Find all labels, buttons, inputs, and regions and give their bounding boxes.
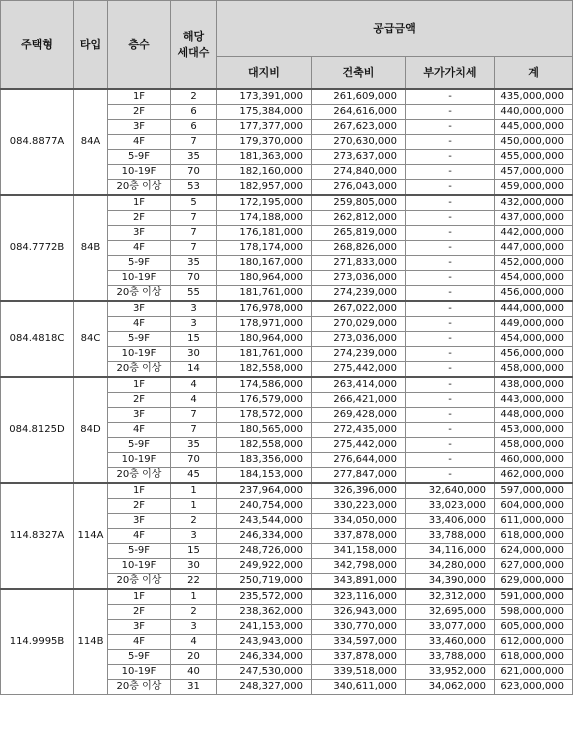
vat-cell: -	[406, 150, 495, 165]
type-cell: 84C	[74, 301, 108, 377]
vat-cell: 33,952,000	[406, 665, 495, 680]
total-price-cell: 624,000,000	[495, 544, 573, 559]
land-price-cell: 178,174,000	[217, 241, 312, 256]
land-price-cell: 174,586,000	[217, 377, 312, 393]
land-price-cell: 237,964,000	[217, 483, 312, 499]
units-cell: 7	[171, 135, 217, 150]
floor-cell: 3F	[108, 514, 171, 529]
building-price-cell: 277,847,000	[312, 468, 406, 484]
floor-cell: 5-9F	[108, 650, 171, 665]
type-cell: 114B	[74, 589, 108, 695]
vat-cell: -	[406, 135, 495, 150]
total-price-cell: 460,000,000	[495, 453, 573, 468]
units-cell: 1	[171, 499, 217, 514]
vat-cell: 33,406,000	[406, 514, 495, 529]
units-cell: 40	[171, 665, 217, 680]
vat-cell: -	[406, 438, 495, 453]
floor-cell: 5-9F	[108, 332, 171, 347]
vat-cell: 33,460,000	[406, 635, 495, 650]
type-cell: 114A	[74, 483, 108, 589]
floor-cell: 1F	[108, 483, 171, 499]
land-price-cell: 173,391,000	[217, 89, 312, 105]
total-price-cell: 623,000,000	[495, 680, 573, 695]
building-price-cell: 326,943,000	[312, 605, 406, 620]
header-housing-type: 주택형	[1, 1, 74, 90]
floor-cell: 3F	[108, 226, 171, 241]
total-price-cell: 454,000,000	[495, 332, 573, 347]
units-cell: 6	[171, 120, 217, 135]
building-price-cell: 342,798,000	[312, 559, 406, 574]
total-price-cell: 444,000,000	[495, 301, 573, 317]
floor-cell: 1F	[108, 89, 171, 105]
building-price-cell: 341,158,000	[312, 544, 406, 559]
vat-cell: 34,116,000	[406, 544, 495, 559]
type-cell: 84B	[74, 195, 108, 301]
total-price-cell: 449,000,000	[495, 317, 573, 332]
units-cell: 15	[171, 544, 217, 559]
floor-cell: 10-19F	[108, 453, 171, 468]
land-price-cell: 247,530,000	[217, 665, 312, 680]
vat-cell: -	[406, 393, 495, 408]
vat-cell: -	[406, 362, 495, 378]
vat-cell: -	[406, 347, 495, 362]
total-price-cell: 611,000,000	[495, 514, 573, 529]
header-supply-price: 공급금액	[217, 1, 573, 57]
floor-cell: 4F	[108, 241, 171, 256]
vat-cell: 33,788,000	[406, 529, 495, 544]
floor-cell: 3F	[108, 408, 171, 423]
land-price-cell: 246,334,000	[217, 650, 312, 665]
land-price-cell: 182,558,000	[217, 362, 312, 378]
housing-type-cell: 114.8327A	[1, 483, 74, 589]
floor-cell: 2F	[108, 393, 171, 408]
land-price-cell: 180,167,000	[217, 256, 312, 271]
header-units: 해당 세대수	[171, 1, 217, 90]
land-price-cell: 178,572,000	[217, 408, 312, 423]
total-price-cell: 435,000,000	[495, 89, 573, 105]
total-price-cell: 432,000,000	[495, 195, 573, 211]
floor-cell: 1F	[108, 195, 171, 211]
floor-cell: 2F	[108, 605, 171, 620]
total-price-cell: 462,000,000	[495, 468, 573, 484]
floor-cell: 2F	[108, 105, 171, 120]
building-price-cell: 262,812,000	[312, 211, 406, 226]
land-price-cell: 238,362,000	[217, 605, 312, 620]
building-price-cell: 274,840,000	[312, 165, 406, 180]
floor-cell: 1F	[108, 377, 171, 393]
floor-cell: 2F	[108, 499, 171, 514]
floor-cell: 5-9F	[108, 150, 171, 165]
units-cell: 45	[171, 468, 217, 484]
units-cell: 30	[171, 559, 217, 574]
vat-cell: -	[406, 89, 495, 105]
floor-cell: 10-19F	[108, 347, 171, 362]
total-price-cell: 456,000,000	[495, 347, 573, 362]
housing-type-cell: 084.4818C	[1, 301, 74, 377]
land-price-cell: 248,726,000	[217, 544, 312, 559]
units-cell: 70	[171, 165, 217, 180]
total-price-cell: 618,000,000	[495, 650, 573, 665]
land-price-cell: 175,384,000	[217, 105, 312, 120]
land-price-cell: 249,922,000	[217, 559, 312, 574]
land-price-cell: 241,153,000	[217, 620, 312, 635]
vat-cell: 34,390,000	[406, 574, 495, 590]
land-price-cell: 176,579,000	[217, 393, 312, 408]
building-price-cell: 276,043,000	[312, 180, 406, 196]
building-price-cell: 267,623,000	[312, 120, 406, 135]
vat-cell: -	[406, 408, 495, 423]
land-price-cell: 177,377,000	[217, 120, 312, 135]
building-price-cell: 330,223,000	[312, 499, 406, 514]
land-price-cell: 176,181,000	[217, 226, 312, 241]
units-cell: 35	[171, 150, 217, 165]
units-cell: 22	[171, 574, 217, 590]
vat-cell: 33,077,000	[406, 620, 495, 635]
building-price-cell: 330,770,000	[312, 620, 406, 635]
building-price-cell: 334,597,000	[312, 635, 406, 650]
total-price-cell: 621,000,000	[495, 665, 573, 680]
total-price-cell: 597,000,000	[495, 483, 573, 499]
vat-cell: 33,788,000	[406, 650, 495, 665]
land-price-cell: 181,761,000	[217, 347, 312, 362]
table-row	[1, 483, 573, 499]
floor-cell: 4F	[108, 635, 171, 650]
vat-cell: 33,023,000	[406, 499, 495, 514]
units-cell: 7	[171, 211, 217, 226]
land-price-cell: 250,719,000	[217, 574, 312, 590]
vat-cell: -	[406, 241, 495, 256]
vat-cell: -	[406, 180, 495, 196]
building-price-cell: 275,442,000	[312, 438, 406, 453]
building-price-cell: 269,428,000	[312, 408, 406, 423]
floor-cell: 2F	[108, 211, 171, 226]
units-cell: 6	[171, 105, 217, 120]
units-cell: 3	[171, 620, 217, 635]
building-price-cell: 270,029,000	[312, 317, 406, 332]
header-vat: 부가가치세	[406, 57, 495, 90]
units-cell: 5	[171, 195, 217, 211]
units-cell: 53	[171, 180, 217, 196]
land-price-cell: 184,153,000	[217, 468, 312, 484]
header-land: 대지비	[217, 57, 312, 90]
vat-cell: 32,640,000	[406, 483, 495, 499]
building-price-cell: 323,116,000	[312, 589, 406, 605]
housing-type-cell: 084.8125D	[1, 377, 74, 483]
land-price-cell: 179,370,000	[217, 135, 312, 150]
floor-cell: 3F	[108, 620, 171, 635]
land-price-cell: 172,195,000	[217, 195, 312, 211]
table-row	[1, 195, 573, 211]
total-price-cell: 629,000,000	[495, 574, 573, 590]
land-price-cell: 176,978,000	[217, 301, 312, 317]
building-price-cell: 263,414,000	[312, 377, 406, 393]
units-cell: 7	[171, 226, 217, 241]
building-price-cell: 259,805,000	[312, 195, 406, 211]
building-price-cell: 343,891,000	[312, 574, 406, 590]
vat-cell: -	[406, 453, 495, 468]
floor-cell: 4F	[108, 135, 171, 150]
total-price-cell: 438,000,000	[495, 377, 573, 393]
land-price-cell: 182,558,000	[217, 438, 312, 453]
building-price-cell: 273,036,000	[312, 271, 406, 286]
floor-cell: 1F	[108, 589, 171, 605]
header-type: 타입	[74, 1, 108, 90]
units-cell: 55	[171, 286, 217, 302]
housing-type-cell: 114.9995B	[1, 589, 74, 695]
floor-cell: 20층 이상	[108, 362, 171, 378]
building-price-cell: 273,036,000	[312, 332, 406, 347]
total-price-cell: 443,000,000	[495, 393, 573, 408]
floor-cell: 20층 이상	[108, 180, 171, 196]
vat-cell: -	[406, 195, 495, 211]
header-floor: 층수	[108, 1, 171, 90]
land-price-cell: 243,544,000	[217, 514, 312, 529]
floor-cell: 20층 이상	[108, 680, 171, 695]
building-price-cell: 334,050,000	[312, 514, 406, 529]
units-cell: 4	[171, 393, 217, 408]
floor-cell: 5-9F	[108, 438, 171, 453]
units-cell: 3	[171, 301, 217, 317]
units-cell: 30	[171, 347, 217, 362]
total-price-cell: 454,000,000	[495, 271, 573, 286]
building-price-cell: 275,442,000	[312, 362, 406, 378]
land-price-cell: 182,957,000	[217, 180, 312, 196]
total-price-cell: 447,000,000	[495, 241, 573, 256]
units-cell: 31	[171, 680, 217, 695]
building-price-cell: 267,022,000	[312, 301, 406, 317]
vat-cell: -	[406, 120, 495, 135]
units-cell: 1	[171, 589, 217, 605]
header-total: 계	[495, 57, 573, 90]
total-price-cell: 605,000,000	[495, 620, 573, 635]
land-price-cell: 235,572,000	[217, 589, 312, 605]
floor-cell: 10-19F	[108, 559, 171, 574]
total-price-cell: 456,000,000	[495, 286, 573, 302]
floor-cell: 4F	[108, 423, 171, 438]
type-cell: 84D	[74, 377, 108, 483]
floor-cell: 3F	[108, 301, 171, 317]
vat-cell: -	[406, 226, 495, 241]
total-price-cell: 627,000,000	[495, 559, 573, 574]
building-price-cell: 261,609,000	[312, 89, 406, 105]
units-cell: 4	[171, 635, 217, 650]
table-row	[1, 301, 573, 317]
vat-cell: -	[406, 317, 495, 332]
land-price-cell: 180,964,000	[217, 271, 312, 286]
units-cell: 70	[171, 453, 217, 468]
vat-cell: -	[406, 165, 495, 180]
building-price-cell: 271,833,000	[312, 256, 406, 271]
units-cell: 3	[171, 317, 217, 332]
table-row	[1, 377, 573, 393]
units-cell: 15	[171, 332, 217, 347]
floor-cell: 4F	[108, 529, 171, 544]
building-price-cell: 273,637,000	[312, 150, 406, 165]
land-price-cell: 243,943,000	[217, 635, 312, 650]
building-price-cell: 266,421,000	[312, 393, 406, 408]
vat-cell: -	[406, 286, 495, 302]
land-price-cell: 180,565,000	[217, 423, 312, 438]
units-cell: 2	[171, 514, 217, 529]
vat-cell: 34,280,000	[406, 559, 495, 574]
units-cell: 2	[171, 605, 217, 620]
table-body	[1, 89, 573, 695]
units-cell: 35	[171, 438, 217, 453]
total-price-cell: 598,000,000	[495, 605, 573, 620]
total-price-cell: 457,000,000	[495, 165, 573, 180]
building-price-cell: 337,878,000	[312, 529, 406, 544]
total-price-cell: 445,000,000	[495, 120, 573, 135]
units-cell: 3	[171, 529, 217, 544]
vat-cell: -	[406, 256, 495, 271]
floor-cell: 10-19F	[108, 271, 171, 286]
total-price-cell: 442,000,000	[495, 226, 573, 241]
vat-cell: 34,062,000	[406, 680, 495, 695]
vat-cell: 32,312,000	[406, 589, 495, 605]
land-price-cell: 181,761,000	[217, 286, 312, 302]
vat-cell: -	[406, 211, 495, 226]
total-price-cell: 458,000,000	[495, 362, 573, 378]
building-price-cell: 339,518,000	[312, 665, 406, 680]
total-price-cell: 437,000,000	[495, 211, 573, 226]
building-price-cell: 274,239,000	[312, 347, 406, 362]
total-price-cell: 612,000,000	[495, 635, 573, 650]
land-price-cell: 178,971,000	[217, 317, 312, 332]
vat-cell: 32,695,000	[406, 605, 495, 620]
floor-cell: 10-19F	[108, 165, 171, 180]
building-price-cell: 276,644,000	[312, 453, 406, 468]
land-price-cell: 174,188,000	[217, 211, 312, 226]
building-price-cell: 326,396,000	[312, 483, 406, 499]
units-cell: 35	[171, 256, 217, 271]
units-cell: 7	[171, 241, 217, 256]
land-price-cell: 183,356,000	[217, 453, 312, 468]
floor-cell: 20층 이상	[108, 468, 171, 484]
total-price-cell: 604,000,000	[495, 499, 573, 514]
units-cell: 70	[171, 271, 217, 286]
building-price-cell: 264,616,000	[312, 105, 406, 120]
building-price-cell: 274,239,000	[312, 286, 406, 302]
total-price-cell: 459,000,000	[495, 180, 573, 196]
building-price-cell: 268,826,000	[312, 241, 406, 256]
units-cell: 14	[171, 362, 217, 378]
vat-cell: -	[406, 301, 495, 317]
building-price-cell: 337,878,000	[312, 650, 406, 665]
vat-cell: -	[406, 271, 495, 286]
type-cell: 84A	[74, 89, 108, 195]
total-price-cell: 455,000,000	[495, 150, 573, 165]
land-price-cell: 180,964,000	[217, 332, 312, 347]
housing-type-cell: 084.7772B	[1, 195, 74, 301]
vat-cell: -	[406, 332, 495, 347]
units-cell: 7	[171, 408, 217, 423]
units-cell: 2	[171, 89, 217, 105]
floor-cell: 20층 이상	[108, 286, 171, 302]
building-price-cell: 265,819,000	[312, 226, 406, 241]
building-price-cell: 270,630,000	[312, 135, 406, 150]
land-price-cell: 182,160,000	[217, 165, 312, 180]
floor-cell: 5-9F	[108, 544, 171, 559]
total-price-cell: 452,000,000	[495, 256, 573, 271]
land-price-cell: 181,363,000	[217, 150, 312, 165]
units-cell: 7	[171, 423, 217, 438]
floor-cell: 10-19F	[108, 665, 171, 680]
units-cell: 1	[171, 483, 217, 499]
floor-cell: 4F	[108, 317, 171, 332]
table-row	[1, 589, 573, 605]
land-price-cell: 248,327,000	[217, 680, 312, 695]
floor-cell: 3F	[108, 120, 171, 135]
vat-cell: -	[406, 105, 495, 120]
units-cell: 20	[171, 650, 217, 665]
floor-cell: 20층 이상	[108, 574, 171, 590]
total-price-cell: 453,000,000	[495, 423, 573, 438]
building-price-cell: 272,435,000	[312, 423, 406, 438]
total-price-cell: 591,000,000	[495, 589, 573, 605]
total-price-cell: 448,000,000	[495, 408, 573, 423]
total-price-cell: 450,000,000	[495, 135, 573, 150]
table-row	[1, 89, 573, 105]
total-price-cell: 458,000,000	[495, 438, 573, 453]
table-header	[1, 1, 573, 90]
housing-type-cell: 084.8877A	[1, 89, 74, 195]
total-price-cell: 440,000,000	[495, 105, 573, 120]
land-price-cell: 240,754,000	[217, 499, 312, 514]
vat-cell: -	[406, 377, 495, 393]
land-price-cell: 246,334,000	[217, 529, 312, 544]
total-price-cell: 618,000,000	[495, 529, 573, 544]
header-building: 건축비	[312, 57, 406, 90]
floor-cell: 5-9F	[108, 256, 171, 271]
vat-cell: -	[406, 423, 495, 438]
vat-cell: -	[406, 468, 495, 484]
building-price-cell: 340,611,000	[312, 680, 406, 695]
units-cell: 4	[171, 377, 217, 393]
